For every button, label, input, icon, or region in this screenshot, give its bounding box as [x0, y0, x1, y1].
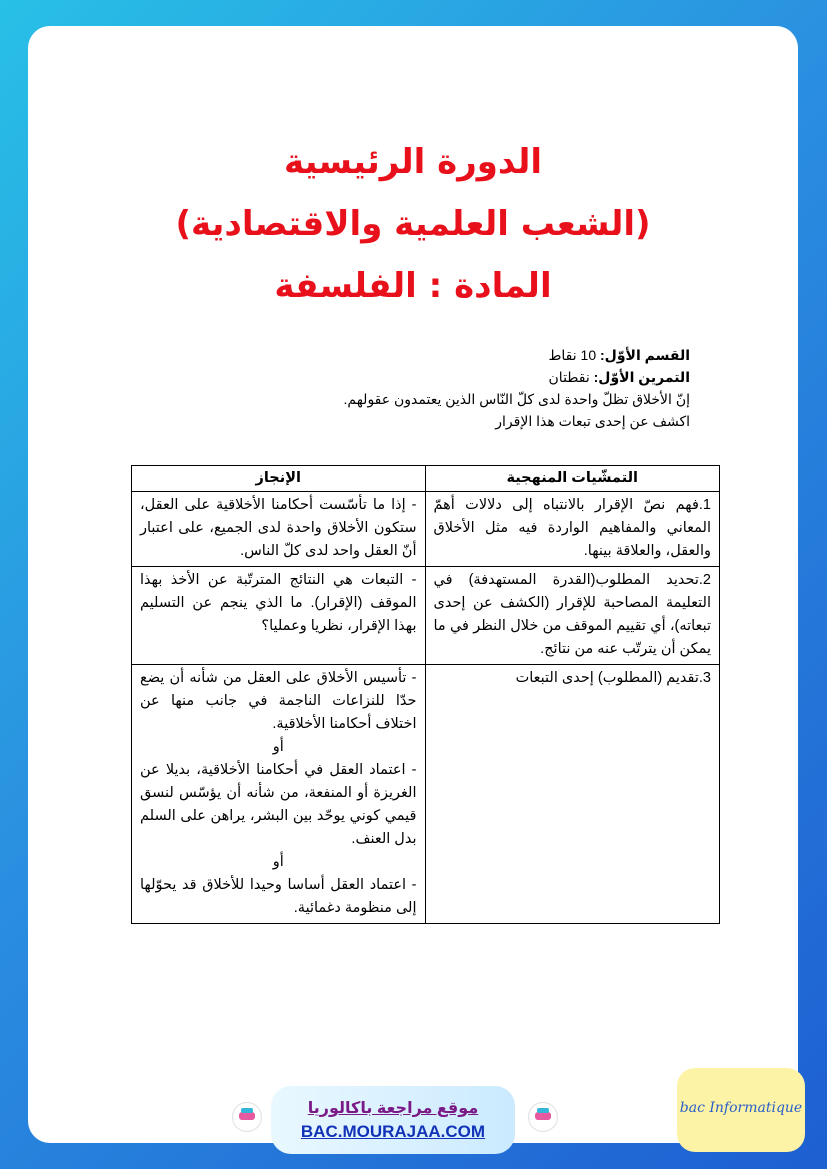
badge-text: bac Informatique: [679, 1100, 803, 1116]
table-row: [132, 567, 720, 665]
answer-cell: [132, 567, 426, 665]
method-cell: 3.تقديم (المطلوب) إحدى التبعات: [425, 665, 720, 924]
answer-text: - اعتماد العقل في أحكامنا الأخلاقية، بديلا عن الغريزة أو المنفعة، من شأنه أن يؤسّس لنسق قيمي كوني يوحّد بين البشر، يراهن على السلم بدل العنف.: [140, 762, 417, 847]
document-page: [28, 26, 798, 1143]
answer-table: [131, 465, 720, 924]
answer-text: - تأسيس الأخلاق على العقل من شأنه أن يضع حدّا للنزاعات الناجمة في جانب منها عن اختلاف أحكامنا الأخلاقية.: [140, 670, 417, 732]
exam-branches-title: (الشعب العلمية والاقتصادية): [175, 204, 651, 244]
table-header-row: [132, 466, 720, 492]
exercise-intro: [130, 344, 690, 432]
subject-title: المادة : الفلسفة: [274, 266, 552, 306]
site-footer-link[interactable]: [271, 1086, 515, 1154]
table-row: [132, 665, 720, 924]
exam-session-title: الدورة الرئيسية: [284, 142, 542, 182]
site-logo-icon: [232, 1102, 262, 1132]
answer-text: - إذا ما تأسّست أحكامنا الأخلاقية على العقل، ستكون الأخلاق واحدة لدى الجميع، على اعتبار أنّ العقل واحد لدى كلّ الناس.: [140, 497, 417, 559]
exercise-task: اكشف عن إحدى تبعات هذا الإقرار: [495, 413, 690, 429]
answer-text: - اعتماد العقل أساسا وحيدا للأخلاق قد يحوّلها إلى منظومة دغمائية.: [140, 877, 417, 916]
site-name[interactable]: موقع مراجعة باكالوريا: [307, 1100, 479, 1117]
header-answer: الإنجاز: [132, 466, 426, 492]
exercise-line: [130, 366, 690, 388]
exercise-statement: إنّ الأخلاق تظلّ واحدة لدى كلّ النّاس الذين يعتمدون عقولهم.: [343, 391, 690, 407]
site-logo-icon: [528, 1102, 558, 1132]
section-line: [130, 344, 690, 366]
answer-cell: [132, 665, 426, 924]
header-method: التمشّيات المنهجية: [425, 466, 720, 492]
or-separator: أو: [272, 739, 284, 755]
method-cell: 2.تحديد المطلوب(القدرة المستهدفة) في التعليمة المصاحبة للإقرار (الكشف عن إحدى تبعاته)، أي تقييم الموقف من خلال النظر في ما يمكن أن يترتّب عنه من نتائج.: [425, 567, 720, 665]
or-separator: أو: [272, 854, 284, 870]
site-url[interactable]: BAC.MOURAJAA.COM: [300, 1122, 486, 1141]
exercise-label: التمرين الأوّل:: [593, 369, 690, 385]
section-label: القسم الأوّل:: [600, 347, 690, 363]
table-row: [132, 492, 720, 567]
title-block: [28, 144, 798, 330]
method-cell: 1.فهم نصّ الإقرار بالانتباه إلى دلالات أهمّ المعاني والمفاهيم الواردة فيه مثل الأخلاق والعقل، والعلاقة بينها.: [425, 492, 720, 567]
answer-cell: [132, 492, 426, 567]
answer-text: - التبعات هي النتائج المترتّبة عن الأخذ بهذا الموقف (الإقرار). ما الذي ينجم عن التسليم بهذا الإقرار، نظريا وعمليا؟: [140, 572, 417, 634]
exercise-points: نقطتان: [548, 369, 590, 385]
section-points: 10 نقاط: [548, 347, 597, 363]
bac-informatique-badge: [677, 1068, 805, 1152]
